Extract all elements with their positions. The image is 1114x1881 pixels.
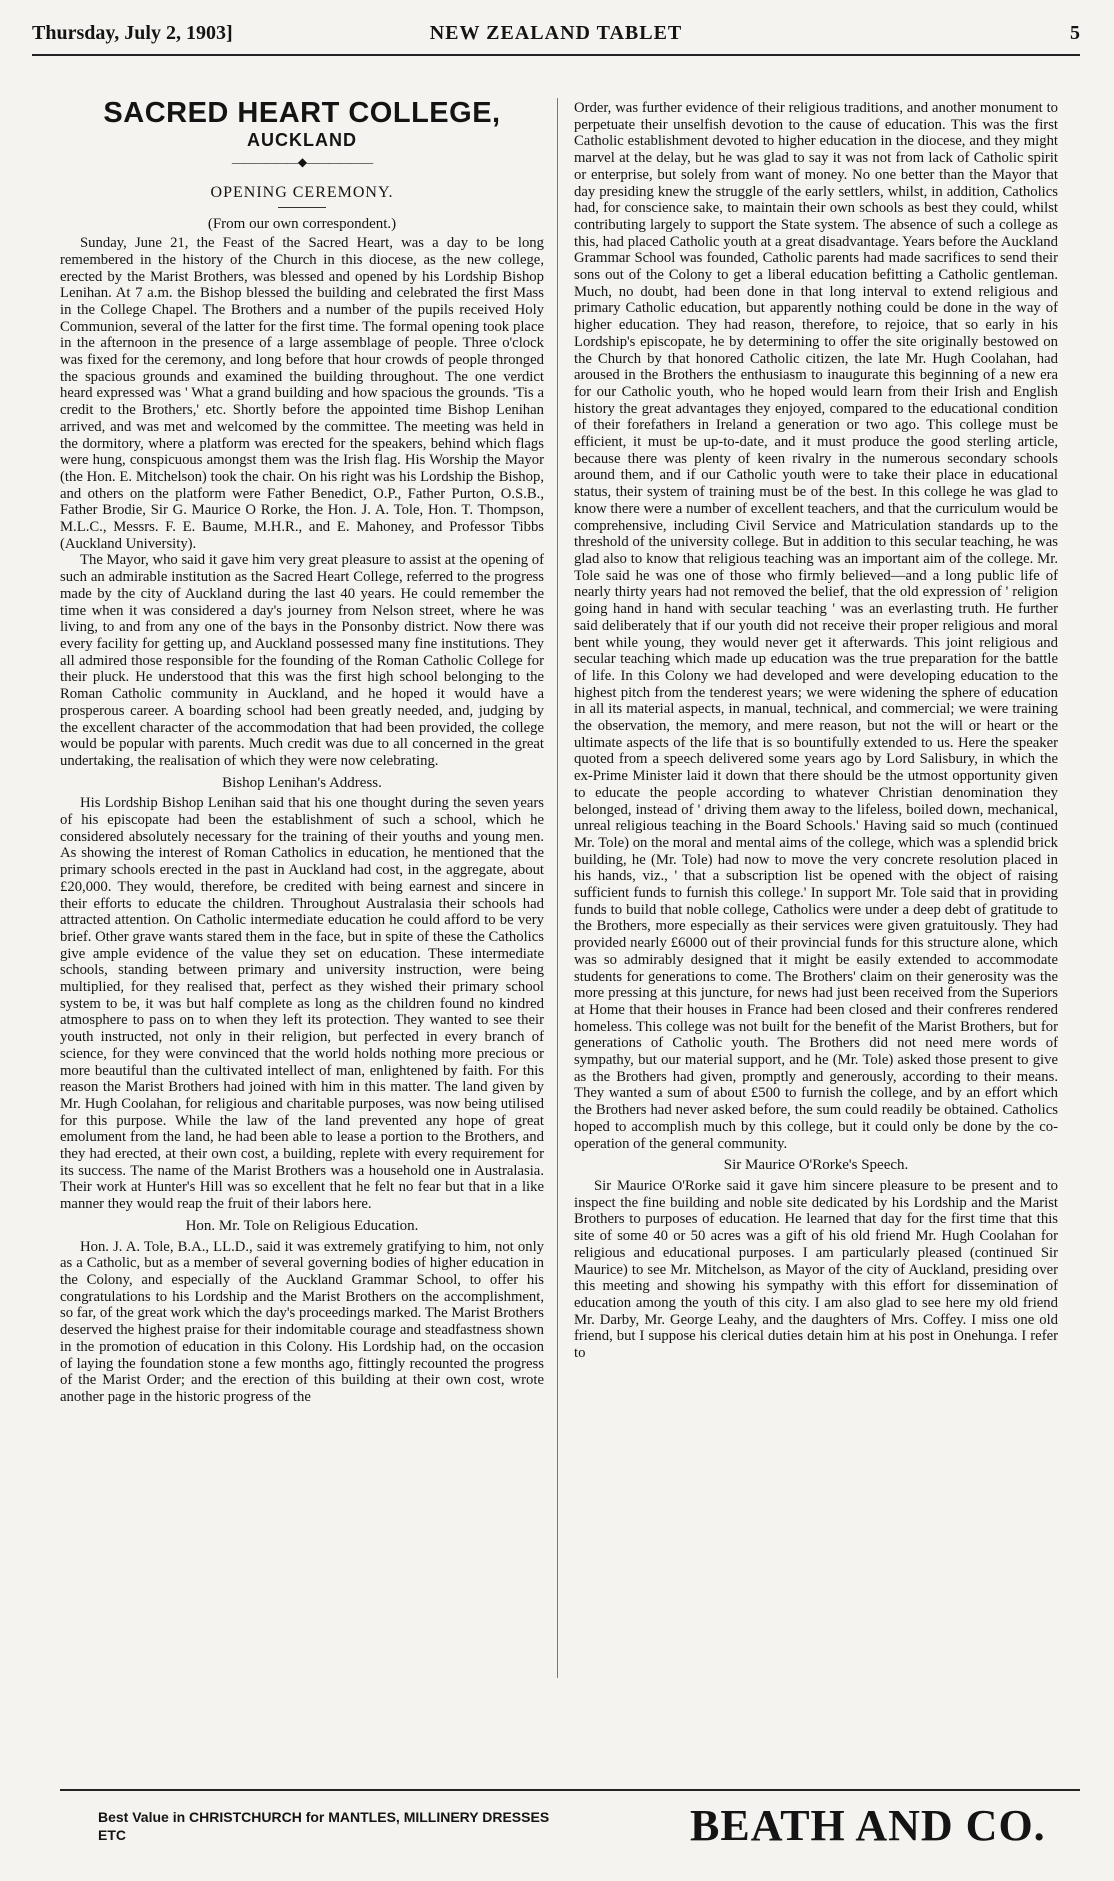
advert-left: Best Value in CHRISTCHURCH for MANTLES, MILLINERY DRESSES ETC (98, 1809, 550, 1843)
title-ornament: ——————◆—————— (231, 154, 373, 169)
article-subtitle: AUCKLAND (247, 130, 357, 150)
page-header (32, 14, 1080, 56)
paragraph: His Lordship Bishop Lenihan said that his one thought during the seven years of his episcopate had been the establishment of such a school, which he considered absolutely necessary for the training of their youths and young men. As showing the interest of Roman Catholics in education, he mentioned that the primary schools erected in the past in Auckland had cost, in the aggregate, about £20,000. They would, therefore, be credited with being earnest and sincere in their efforts to educate the children. Throughout Australasia their schools had attracted attention. On Catholic intermediate education he could afford to be very brief. Other grave wants stared them in the face, but in spite of these the Catholics give ample evidence of the value they set on education. These intermediate schools, standing between primary and university instruction, were being multiplied, for they realised that, perfect as they wished their primary school system to be, it was but half complete as long as the children found no kindred atmosphere to pass on to when they left its protection. They wanted to see their youth instructed, not only in their religion, but perfected in every branch of science, for they were convinced that the world holds nothing more precious or more beautiful than the cultivated intellect of man, enlightened by faith. For this reason the Marist Brothers had joined with him in this matter. The land given by Mr. Hugh Coolahan, for religious and charitable purposes, was now being utilised for this purpose. While the law of the land prevented any hope of great emolument from the land, he had been able to lease a portion to the Brothers, and they had erected, at their own cost, a building, replete with every requirement for its success. The name of the Marist Brothers was a household one in Australasia. Their work at Hunter's Hill was so excellent that he felt no fear but that in a like manner they would reap the fruit of their labors here. (60, 795, 544, 1213)
paragraph: The Mayor, who said it gave him very great pleasure to assist at the opening of such an admirable institution as the Sacred Heart College, referred to the progress made by the city of Auckland during the last 40 years. He could remember the time when it was considered a day's journey from Nelson street, where he was living, to and from any one of the bays in the Ponsonby district. Now there was every facility for getting up, and Auckland possessed many fine institutions. They all admired those responsible for the founding of the Roman Catholic College for their pluck. He understood that this was the first high school belonging to the Roman Catholic community in Auckland, and he hoped it would have a prosperous career. A boarding school had been greatly needed, and, judging by the excellent character of the accommodation that had been provided, the college would be popular with parents. Much credit was due to all concerned in the great undertaking, the realisation of which they were now celebrating. (60, 552, 544, 769)
publication-title: NEW ZEALAND TABLET (429, 22, 683, 44)
subhead-ororke: Sir Maurice O'Rorke's Speech. (723, 1157, 909, 1174)
article-kicker: OPENING CEREMONY. (210, 183, 394, 201)
paragraph: Sunday, June 21, the Feast of the Sacred Heart, was a day to be long remembered in the history of the Church in this diocese, as the new college, erected by the Marist Brothers, was blessed and opened by his Lordship Bishop Lenihan. At 7 a.m. the Bishop blessed the building and celebrated the first Mass in the College Chapel. The Brothers and a number of the pupils received Holy Communion, several of the latter for the first time. The formal opening took place in the afternoon in the presence of a large assemblage of people. Three o'clock was fixed for the ceremony, and long before that hour crowds of people thronged the spacious grounds and examined the building throughout. The one verdict heard expressed was ' What a grand building and how spacious the grounds. 'Tis a credit to the Brothers,' etc. Shortly before the appointed time Bishop Lenihan arrived, and was met and welcomed by the committee. The meeting was held in the dormitory, where a platform was erected for the speakers, behind which flags were hung, conspicuous amongst them was the Irish flag. His Worship the Mayor (the Hon. E. Mitchelson) took the chair. On his right was his Lordship the Bishop, and others on the platform were Father Benedict, O.P., Father Purton, O.S.B., Father Brodie, Sir G. Maurice O Rorke, the Hon. J. A. Tole, Hon. T. Thompson, M.L.C., Messrs. F. E. Baume, M.H.R., and E. Mahoney, and Professor Tibbs (Auckland University). (60, 235, 544, 552)
right-column (574, 100, 1058, 1674)
subhead-bishop: Bishop Lenihan's Address. (222, 774, 382, 791)
dateline: (From our own correspondent.) (207, 216, 397, 233)
advert-right: BEATH AND CO. (690, 1801, 1046, 1850)
kicker-rule (278, 207, 326, 208)
paragraph: Hon. J. A. Tole, B.A., LL.D., said it was extremely gratifying to him, not only as a Catholic, but as a member of several governing bodies of higher education in the Colony, and especially of the Auckland Grammar School, to offer his congratulations to his Lordship and the Marist Brothers on the accomplishment, so far, of the great work which the day's proceedings marked. The Marist Brothers deserved the highest praise for their indomitable courage and steadfastness shown in the promotion of education in this Colony. His Lordship had, on the occasion of laying the foundation stone a few months ago, fittingly recounted the progress of the Marist Order; and the erection of this building at their own cost, wrote another page in the historic progress of the (60, 1238, 544, 1405)
left-column (60, 92, 544, 1674)
subhead-tole: Hon. Mr. Tole on Religious Education. (185, 1217, 419, 1234)
paragraph: Order, was further evidence of their religious traditions, and another monument to perpetuate their unselfish devotion to the cause of education. This was the first Catholic establishment devoted to higher education in the diocese, and they might marvel at the delay, but he was glad to say it was not from lack of Catholic spirit or enterprise, but solely from want of money. No one better than the Mayor that day presiding knew the struggle of the early settlers, whilst, in addition, Catholics had, for conscience sake, to maintain their own schools as best they could, whilst contributing largely to support the State system. The absence of such a college as this, had placed Catholic youth at a great disadvantage. Years before the Auckland Grammar School was founded, Catholic parents had made sacrifices to send their sons out of the Colony to get a liberal education befitting a Catholic gentleman. Much, no doubt, had been done in that long interval to extend religious and primary Catholic education, but apparently nothing could be done in the way of higher education. They had reason, therefore, to rejoice, that so early in his Lordship's episcopate, he by determining to offer the site originally bestowed on the Church by that honored Catholic citizen, the late Mr. Hugh Coolahan, had aroused in the Brothers the enthusiasm to inaugurate this beginning of a new era for our Catholic youth, who he hoped would learn from their Irish and English history the great advantages they enjoyed, compared to the educational condition of their forefathers in Ireland a generation or two ago. This college must be efficient, it must be up-to-date, and it must produce the good sterling article, because there was plenty of keen rivalry in the numerous secondary schools around them, and if our Catholic youth were to take their place in educational status, their system of training must be of the best. In this college he was glad to know there were a number of excellent teachers, and that the curriculum would be comprehensive, including Civil Service and Matriculation standards up to the threshold of the university college. But in addition to this secular teaching, he was glad also to know that religious teaching was an important aim of the college. Mr. Tole said he was one of those who firmly believed—and a long public life of nearly thirty years had not removed the belief, that the old expression of ' religion going hand in hand with secular teaching ' was an everlasting truth. He further said deliberately that if our youth did not receive their proper religious and moral bent while young, they would never get it afterwards. This joint religious and secular teaching which made up education was the true preparation for the battle of life. In this Colony we had developed and were developing education to the highest pitch from the tenderest years; we were widening the sphere of education in all its material aspects, in manual, technical, and commercial; we were training the observation, the memory, and mere reason, but not the will or heart or the ultimate aspects of the life that is so bountifully extended to us. Here the speaker quoted from a speech delivered some years ago by Lord Salisbury, in which the ex-Prime Minister laid it down that there should be the utmost opportunity given to educate the people according to whatever Christian denomination they belonged, instead of ' driving them away to the lifeless, boiled down, mechanical, unreal religious teaching in the Board Schools.' Having said so much (continued Mr. Tole) on the moral and mental aims of the college, which was a splendid brick building, he (Mr. Tole) had now to move the very concrete resolution placed in his hands, viz., ' that a subscription list be opened with the object of raising sufficient funds to furnish this college.' In support Mr. Tole said that in providing funds to build that noble college, Catholics were under a deep debt of gratitude to the Brothers, more especially as their services were given gratuitously. They had provided nearly £6000 out of their provincial funds for this structure alone, which was so admirably designed that it might be easily extended to accommodate students for generations to come. The Brothers' claim on their generosity was the more pressing at this juncture, for news had just been received from the Superiors at Home that their houses in France had been closed and their confreres rendered homeless. This college was not built for the benefit of the Marist Brothers, but for generations of Catholic youth. The Brothers did not need mere words of sympathy, but our material support, and he (Mr. Tole) asked those present to give as the Brothers had given, promptly and generously, according to their means. They wanted a sum of about £500 to furnish the college, and by an effort which the Brothers had never asked before, the sum could readily be obtained. Catholics hoped to accomplish much by this college, but it could only be done by the co-operation of the general community. (574, 100, 1058, 1152)
issue-date: Thursday, July 2, 1903] (32, 22, 233, 44)
paragraph: Sir Maurice O'Rorke said it gave him sincere pleasure to be present and to inspect the fine building and noble site dedicated by his Lordship and the Marist Brothers to purposes of education. He learned that day for the first time that this site of some 40 or 50 acres was a gift of his old friend Mr. Hugh Coolahan for religious and educational purposes. I am particularly pleased (continued Sir Maurice) to see Mr. Mitchelson, as Mayor of the city of Auckland, presiding over this meeting and showing his sympathy with this effort for dissemination of education among the youth of this city. I am also glad to see here my old friend Mr. Darby, Mr. George Leahy, and the daughters of Mrs. Coffey. I miss one old friend, but I suppose his clerical duties detain him at his post in Onehunga. I refer to (574, 1178, 1058, 1362)
page-number: 5 (1070, 22, 1080, 44)
footer-rule (60, 1789, 1080, 1791)
column-rule (557, 98, 558, 1678)
article-title: SACRED HEART COLLEGE, (103, 97, 501, 129)
